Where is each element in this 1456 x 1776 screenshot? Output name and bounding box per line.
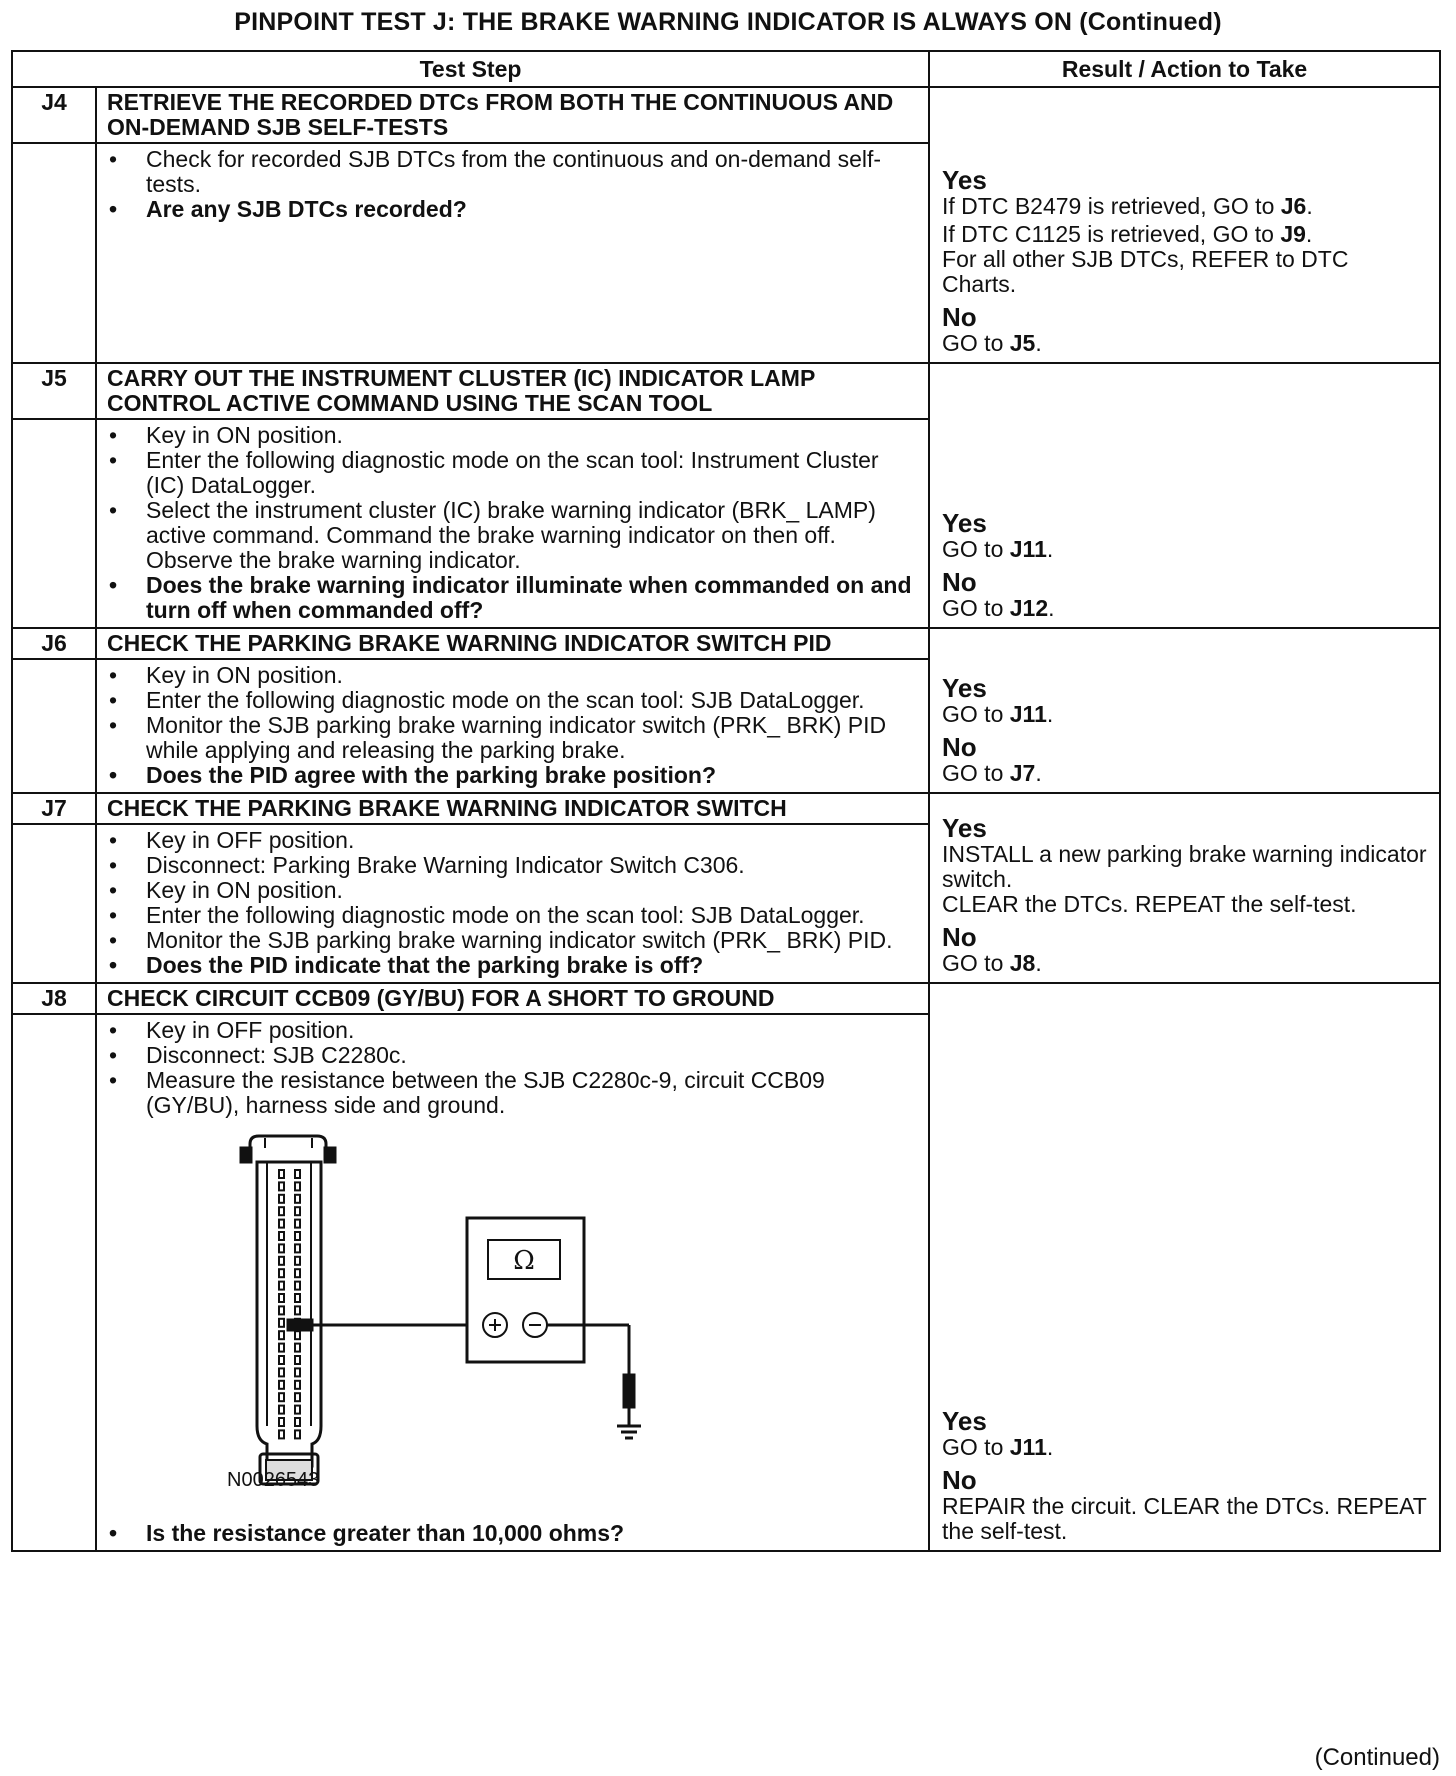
connector-pin — [279, 1244, 284, 1252]
result-line: GO to J5. — [942, 330, 1042, 356]
step-ref: J11 — [1009, 536, 1047, 562]
step-ref: J12 — [1009, 595, 1049, 621]
result-line: GO to J7. — [942, 760, 1042, 786]
connector-pin — [279, 1406, 284, 1414]
connector-pin — [295, 1282, 300, 1290]
step-heading: CHECK CIRCUIT CCB09 (GY/BU) FOR A SHORT TO GROUND — [96, 983, 929, 1014]
yes-label: Yes — [942, 165, 987, 195]
connector-pin — [295, 1244, 300, 1252]
step-heading-row — [12, 983, 1440, 1014]
step-heading: CHECK THE PARKING BRAKE WARNING INDICATOR SWITCH — [96, 793, 929, 824]
ohmmeter-graphic — [467, 1218, 629, 1374]
action-item: • Key in OFF position. — [107, 1018, 918, 1043]
step-ref: J5 — [1009, 330, 1036, 356]
action-item: • Disconnect: Parking Brake Warning Indicator Switch C306. — [107, 853, 918, 878]
yes-label: Yes — [942, 673, 987, 703]
connector-pin — [279, 1294, 284, 1302]
diagram-svg — [107, 1126, 867, 1521]
step-question: • Does the PID agree with the parking brake position? — [107, 763, 918, 788]
connector-pin — [279, 1430, 284, 1438]
connector-pin — [279, 1319, 284, 1327]
step-result — [929, 793, 1440, 983]
ground-symbol-graphic — [617, 1374, 641, 1438]
connector-pin — [279, 1170, 284, 1178]
connector-pin — [279, 1269, 284, 1277]
connector-pin — [295, 1393, 300, 1401]
step-id: J8 — [12, 983, 96, 1014]
step-heading: CARRY OUT THE INSTRUMENT CLUSTER (IC) INDICATOR LAMP CONTROL ACTIVE COMMAND USING THE SCAN TOOL — [96, 363, 929, 419]
step-heading-row — [12, 363, 1440, 419]
table-header-row — [12, 51, 1440, 87]
connector-pin — [295, 1430, 300, 1438]
connector-pin — [279, 1418, 284, 1426]
step-ref: J6 — [1280, 193, 1307, 219]
connector-pin — [295, 1170, 300, 1178]
step-body — [96, 419, 929, 628]
step-ref: J8 — [1009, 950, 1036, 976]
no-label: No — [942, 1465, 977, 1495]
continued-footer: (Continued) — [1314, 1744, 1440, 1771]
connector-pin — [295, 1232, 300, 1240]
step-result — [929, 983, 1440, 1551]
connector-measurement-diagram — [107, 1126, 918, 1521]
connector-c2280c-graphic — [241, 1136, 335, 1484]
connector-pin — [295, 1331, 300, 1339]
action-item: • Enter the following diagnostic mode on the scan tool: SJB DataLogger. — [107, 903, 918, 928]
step-question: • Does the brake warning indicator illuminate when commanded on and turn off when commanded off? — [107, 573, 918, 623]
action-item: • Disconnect: SJB C2280c. — [107, 1043, 918, 1068]
connector-pin — [279, 1306, 284, 1314]
connector-pin — [279, 1381, 284, 1389]
step-heading: CHECK THE PARKING BRAKE WARNING INDICATOR SWITCH PID — [96, 628, 929, 659]
connector-pin — [279, 1344, 284, 1352]
connector-pin — [279, 1393, 284, 1401]
result-line: GO to J11. — [942, 1434, 1054, 1460]
pinpoint-test-table — [11, 50, 1441, 1552]
connector-pin — [279, 1257, 284, 1265]
step-body — [96, 824, 929, 983]
connector-pin — [295, 1207, 300, 1215]
connector-pin — [279, 1220, 284, 1228]
step-ref: J11 — [1009, 1434, 1047, 1460]
connector-pin — [295, 1381, 300, 1389]
action-item: • Key in OFF position. — [107, 828, 918, 853]
step-question: • Are any SJB DTCs recorded? — [107, 197, 918, 222]
step-ref: J9 — [1280, 221, 1306, 247]
result-line: INSTALL a new parking brake warning indicator switch. — [942, 841, 1427, 892]
connector-pin — [279, 1207, 284, 1215]
connector-pin — [295, 1269, 300, 1277]
connector-pin — [295, 1195, 300, 1203]
step-id: J6 — [12, 628, 96, 659]
action-item: • Key in ON position. — [107, 878, 918, 903]
yes-label: Yes — [942, 813, 987, 843]
connector-pin — [295, 1418, 300, 1426]
step-heading-row — [12, 793, 1440, 824]
step-body — [96, 659, 929, 793]
connector-pin — [295, 1220, 300, 1228]
action-item: • Enter the following diagnostic mode on the scan tool: Instrument Cluster (IC) DataLogger. — [107, 448, 918, 498]
step-result — [929, 628, 1440, 793]
action-item: • Monitor the SJB parking brake warning indicator switch (PRK_ BRK) PID. — [107, 928, 918, 953]
action-item: • Monitor the SJB parking brake warning indicator switch (PRK_ BRK) PID while applying and releasing the parking brake. — [107, 713, 918, 763]
step-heading-row — [12, 87, 1440, 143]
connector-pin — [295, 1182, 300, 1190]
connector-pin — [295, 1257, 300, 1265]
column-header-test-step: Test Step — [12, 51, 929, 87]
column-header-result: Result / Action to Take — [929, 51, 1440, 87]
connector-pin — [295, 1406, 300, 1414]
page-title: PINPOINT TEST J: THE BRAKE WARNING INDICATOR IS ALWAYS ON (Continued) — [234, 8, 1222, 36]
ohm-symbol: Ω — [513, 1246, 535, 1276]
step-result — [929, 363, 1440, 628]
connector-pin — [295, 1356, 300, 1364]
connector-pin — [295, 1294, 300, 1302]
step-body — [96, 143, 929, 363]
connector-pin — [295, 1306, 300, 1314]
action-item: • Check for recorded SJB DTCs from the continuous and on-demand self-tests. — [107, 147, 918, 197]
yes-label: Yes — [942, 508, 987, 538]
action-item: • Enter the following diagnostic mode on the scan tool: SJB DataLogger. — [107, 688, 918, 713]
connector-pin — [279, 1331, 284, 1339]
action-item: • Measure the resistance between the SJB C2280c-9, circuit CCB09 (GY/BU), harness side and ground. — [107, 1068, 918, 1118]
result-line: GO to J12. — [942, 595, 1055, 621]
step-id: J7 — [12, 793, 96, 824]
connector-pin — [279, 1368, 284, 1376]
result-line: GO to J8. — [942, 950, 1042, 976]
step-id: J4 — [12, 87, 96, 143]
step-heading: RETRIEVE THE RECORDED DTCs FROM BOTH THE CONTINUOUS AND ON-DEMAND SJB SELF-TESTS — [96, 87, 929, 143]
result-line: CLEAR the DTCs. REPEAT the self-test. — [942, 891, 1357, 917]
result-line: If DTC B2479 is retrieved, GO to J6. — [942, 193, 1313, 219]
probe-graphic — [287, 1319, 467, 1331]
connector-pin — [279, 1232, 284, 1240]
result-line: If DTC C1125 is retrieved, GO to J9. — [942, 221, 1313, 247]
step-ref: J11 — [1009, 701, 1047, 727]
result-line: GO to J11. — [942, 701, 1054, 727]
step-body — [96, 1014, 929, 1551]
action-item: • Key in ON position. — [107, 423, 918, 448]
step-question: • Is the resistance greater than 10,000 ohms? — [107, 1521, 918, 1546]
connector-pin — [295, 1368, 300, 1376]
no-label: No — [942, 922, 977, 952]
no-label: No — [942, 567, 977, 597]
yes-label: Yes — [942, 1406, 987, 1436]
no-label: No — [942, 732, 977, 762]
connector-pin — [279, 1282, 284, 1290]
step-question: • Does the PID indicate that the parking brake is off? — [107, 953, 918, 978]
step-id: J5 — [12, 363, 96, 419]
result-line: For all other SJB DTCs, REFER to DTC Charts. — [942, 246, 1349, 297]
connector-pin — [279, 1356, 284, 1364]
result-line: GO to J11. — [942, 536, 1054, 562]
step-result — [929, 87, 1440, 363]
step-ref: J7 — [1009, 760, 1036, 786]
action-item: • Select the instrument cluster (IC) brake warning indicator (BRK_ LAMP) active command. Command the brake warning indicator on then off. Observe the brake warning indicator. — [107, 498, 918, 573]
connector-pin — [279, 1182, 284, 1190]
result-line: REPAIR the circuit. CLEAR the DTCs. REPEAT the self-test. — [942, 1493, 1427, 1544]
no-label: No — [942, 302, 977, 332]
connector-pins-graphic — [279, 1170, 300, 1438]
connector-pin — [295, 1344, 300, 1352]
connector-pin — [279, 1195, 284, 1203]
step-heading-row — [12, 628, 1440, 659]
figure-id: N0026543 — [227, 1469, 320, 1491]
action-item: • Key in ON position. — [107, 663, 918, 688]
